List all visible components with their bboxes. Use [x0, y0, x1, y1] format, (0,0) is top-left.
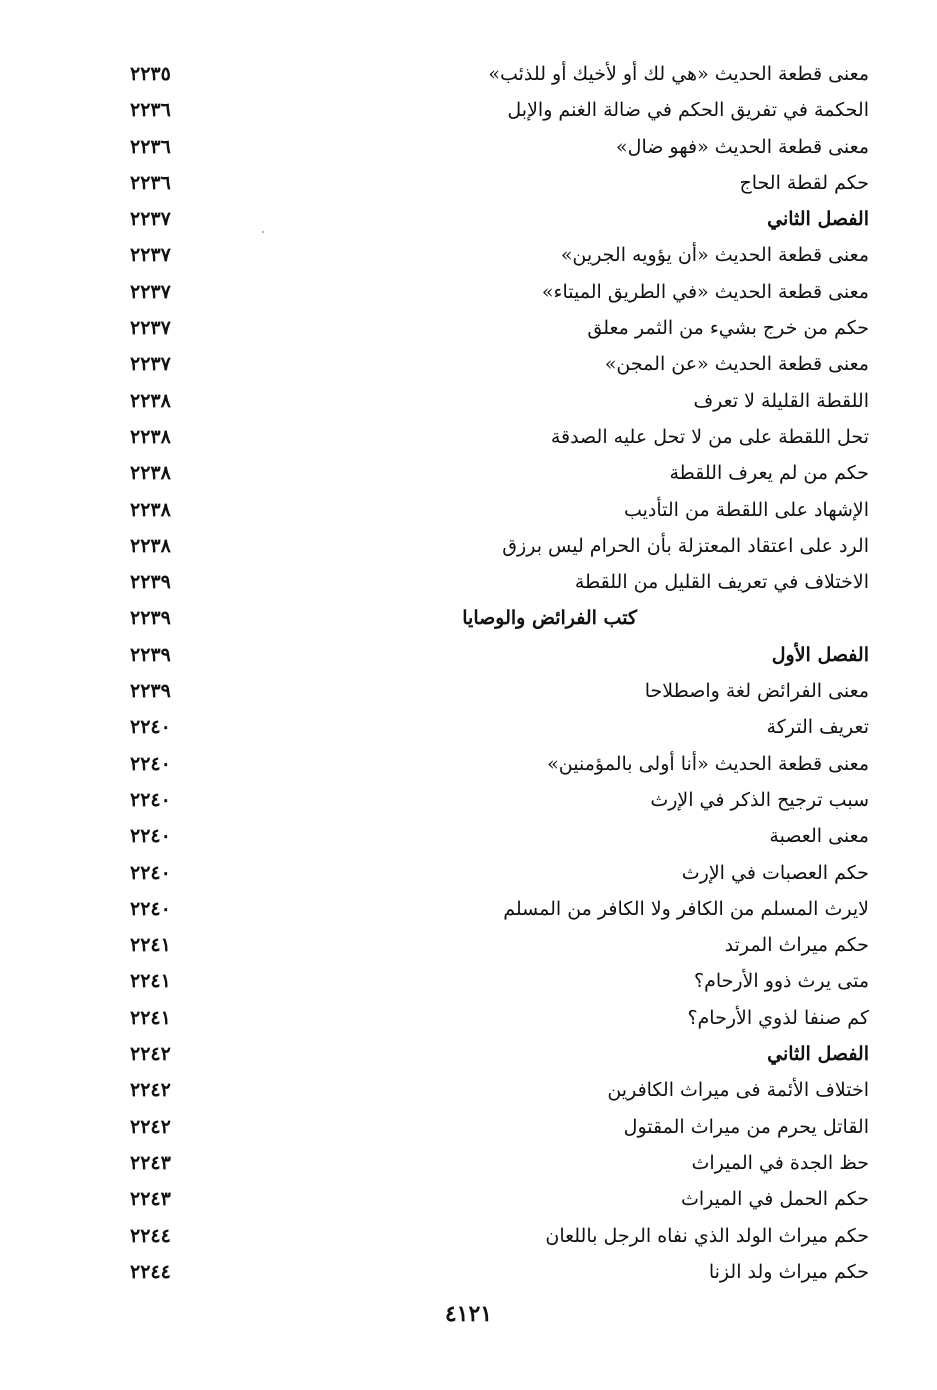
toc-entry-title: معنى العصبة: [769, 825, 869, 848]
toc-entry: [0, 782, 937, 818]
toc-entry: [0, 56, 937, 92]
toc-entry: [0, 237, 937, 273]
toc-entry-title: حكم العصبات في الإرث: [681, 861, 869, 884]
toc-entry-page: ٢٢٣٧: [130, 353, 171, 376]
toc-entry-page: ٢٢٤٠: [130, 752, 171, 775]
toc-entry-page: ٢٢٣٦: [130, 135, 171, 158]
toc-entry-title: معنى قطعة الحديث «في الطريق الميتاء»: [541, 280, 869, 303]
toc-entry-title: معنى الفرائض لغة واصطلاحا: [644, 680, 869, 703]
toc-entry-title: حكم من خرج بشيء من الثمر معلق: [587, 317, 869, 340]
toc-entry-title: الرد على اعتقاد المعتزلة بأن الحرام ليس برزق: [502, 534, 869, 557]
toc-entry-page: ٢٢٤٠: [130, 825, 171, 848]
toc-entry-page: ٢٢٤٠: [130, 861, 171, 884]
toc-entry: [0, 1072, 937, 1108]
toc-entry-title: معنى قطعة الحديث «أنا أولى بالمؤمنين»: [547, 752, 869, 775]
toc-entry-title: كتب الفرائض والوصايا: [462, 607, 637, 630]
toc-entry: [0, 419, 937, 455]
toc-entry-page: ٢٢٤٣: [130, 1151, 171, 1174]
toc-entry-page: ٢٢٤١: [130, 1006, 171, 1029]
toc-entry: [0, 383, 937, 419]
toc-entry-title: كم صنفا لذوي الأرحام؟: [687, 1006, 869, 1029]
toc-entry: [0, 673, 937, 709]
toc-entry-page: ٢٢٣٨: [130, 425, 171, 448]
toc-entry: [0, 1000, 937, 1036]
toc-entry: [0, 855, 937, 891]
toc-entry-page: ٢٢٣٩: [130, 571, 171, 594]
toc-entry: [0, 129, 937, 165]
toc-entry: [0, 528, 937, 564]
toc-entry-page: ٢٢٤٠: [130, 716, 171, 739]
toc-entry: [0, 1254, 937, 1290]
toc-entry-title: حكم من لم يعرف اللقطة: [669, 462, 869, 485]
book-heading: [0, 600, 937, 636]
toc-entry: [0, 746, 937, 782]
toc-entry-title: متى يرث ذوو الأرحام؟: [693, 970, 869, 993]
table-of-contents: [0, 56, 937, 1290]
toc-entry-page: ٢٢٤٢: [130, 1079, 171, 1102]
toc-entry: [0, 492, 937, 528]
toc-entry: [0, 927, 937, 963]
section-heading: [0, 201, 937, 237]
toc-entry-title: سبب ترجيح الذكر في الإرث: [650, 788, 869, 811]
toc-entry: [0, 310, 937, 346]
toc-entry-page: ٢٢٤٢: [130, 1115, 171, 1138]
toc-entry-title: الفصل الثاني: [767, 1043, 869, 1066]
toc-entry: [0, 818, 937, 854]
toc-entry-title: حكم الحمل في الميراث: [680, 1188, 869, 1211]
toc-entry-page: ٢٢٤٣: [130, 1188, 171, 1211]
toc-entry: [0, 165, 937, 201]
toc-entry-title: الاختلاف في تعريف القليل من اللقطة: [574, 571, 869, 594]
toc-entry-page: ٢٢٤٠: [130, 897, 171, 920]
toc-entry-title: الفصل الأول: [771, 643, 869, 666]
toc-entry: [0, 891, 937, 927]
toc-entry-page: ٢٢٣٩: [130, 643, 171, 666]
toc-entry: [0, 92, 937, 128]
toc-entry-page: ٢٢٣٧: [130, 317, 171, 340]
toc-entry-page: ٢٢٣٩: [130, 607, 171, 630]
toc-entry-page: ٢٢٣٧: [130, 244, 171, 267]
toc-entry: [0, 1218, 937, 1254]
toc-entry-title: الفصل الثاني: [767, 208, 869, 231]
toc-entry-title: لايرث المسلم من الكافر ولا الكافر من المسلم: [503, 897, 869, 920]
toc-entry: [0, 1145, 937, 1181]
scan-speck: [262, 231, 264, 233]
page-number: ٤١٢١: [444, 1301, 493, 1327]
toc-entry-page: ٢٢٣٩: [130, 680, 171, 703]
toc-entry-title: معنى قطعة الحديث «عن المجن»: [604, 353, 869, 376]
toc-entry-page: ٢٢٤٢: [130, 1043, 171, 1066]
toc-entry-title: الحكمة في تفريق الحكم في ضالة الغنم والإبل: [507, 99, 869, 122]
toc-entry-title: حكم ميراث المرتد: [724, 934, 869, 957]
toc-entry-page: ٢٢٣٨: [130, 389, 171, 412]
toc-entry-title: معنى قطعة الحديث «هي لك أو لأخيك أو للذئب»: [488, 63, 869, 85]
toc-entry-page: ٢٢٤٠: [130, 788, 171, 811]
toc-entry: [0, 564, 937, 600]
toc-entry-page: ٢٢٣٨: [130, 534, 171, 557]
toc-entry-page: ٢٢٣٧: [130, 280, 171, 303]
toc-entry-page: ٢٢٤٤: [130, 1224, 171, 1247]
toc-entry: [0, 709, 937, 745]
toc-entry: [0, 455, 937, 491]
toc-entry-page: ٢٢٤٤: [130, 1260, 171, 1283]
toc-entry-page: ٢٢٣٧: [130, 208, 171, 231]
toc-entry-title: معنى قطعة الحديث «فهو ضال»: [616, 135, 869, 158]
toc-entry-page: ٢٢٤١: [130, 970, 171, 993]
toc-entry: [0, 1181, 937, 1217]
toc-entry-title: معنى قطعة الحديث «أن يؤويه الجرين»: [560, 244, 869, 267]
toc-entry: [0, 274, 937, 310]
toc-entry-title: اختلاف الأئمة فى ميراث الكافرين: [607, 1079, 869, 1102]
toc-entry-title: الإشهاد على اللقطة من التأديب: [623, 498, 869, 521]
toc-entry-title: حظ الجدة في الميراث: [691, 1151, 869, 1174]
section-heading: [0, 1036, 937, 1072]
toc-entry-title: حكم لقطة الحاج: [739, 171, 869, 194]
toc-entry-title: تعريف التركة: [766, 716, 869, 739]
toc-entry-page: ٢٢٣٨: [130, 498, 171, 521]
toc-entry-page: ٢٢٣٥: [130, 63, 171, 85]
toc-entry-title: القاتل يحرم من ميراث المقتول: [623, 1115, 869, 1138]
toc-entry: [0, 963, 937, 999]
toc-entry-page: ٢٢٣٨: [130, 462, 171, 485]
toc-entry-title: حكم ميراث ولد الزنا: [708, 1260, 869, 1283]
toc-entry-page: ٢٢٤١: [130, 934, 171, 957]
toc-entry-title: تحل اللقطة على من لا تحل عليه الصدقة: [550, 425, 869, 448]
section-heading: [0, 637, 937, 673]
toc-entry-title: حكم ميراث الولد الذي نفاه الرجل باللعان: [545, 1224, 869, 1247]
toc-entry-page: ٢٢٣٦: [130, 99, 171, 122]
toc-entry: [0, 346, 937, 382]
toc-entry-page: ٢٢٣٦: [130, 171, 171, 194]
toc-entry-title: اللقطة القليلة لا تعرف: [693, 389, 869, 412]
toc-entry: [0, 1109, 937, 1145]
